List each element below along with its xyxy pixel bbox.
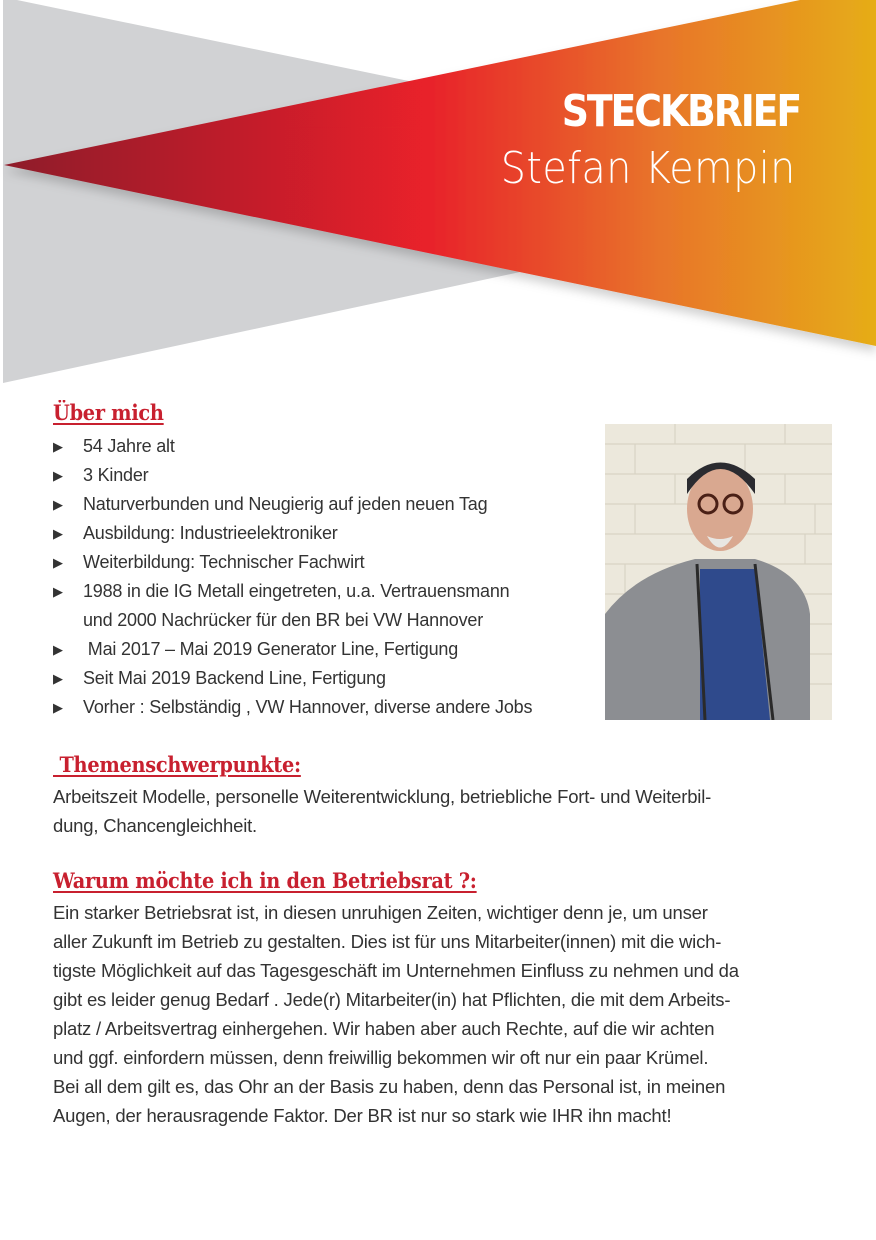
triangle-right-icon: ▶ (53, 526, 63, 541)
why-text (53, 898, 739, 1130)
topics-line: dung, Chancengleichheit. (53, 815, 257, 836)
why-line: Ein starker Betriebsrat ist, in diesen unruhigen Zeiten, wichtiger denn je, um unser (53, 902, 708, 923)
triangle-right-icon: ▶ (53, 497, 63, 512)
portrait-photo (605, 424, 832, 720)
about-item-text: 1988 in die IG Metall eingetreten, u.a. Vertrauensmann (83, 581, 510, 601)
person-name: Stefan Kempin (501, 143, 796, 194)
header-graphic (0, 0, 876, 390)
why-line: tigste Möglichkeit auf das Tagesgeschäft im Unternehmen Einfluss zu nehmen und da (53, 960, 739, 981)
about-item-text: Ausbildung: Industrieelektroniker (83, 523, 338, 543)
triangle-right-icon: ▶ (53, 555, 63, 570)
why-line: und ggf. einfordern müssen, denn freiwillig bekommen wir oft nur ein paar Krümel. (53, 1047, 709, 1068)
about-item-text: 3 Kinder (83, 465, 149, 485)
about-item-text: 54 Jahre alt (83, 436, 175, 456)
about-item (53, 577, 532, 635)
about-item (53, 548, 532, 577)
why-heading: Warum möchte ich in den Betriebsrat ?: (53, 868, 477, 893)
about-item (53, 635, 532, 664)
triangle-right-icon: ▶ (53, 468, 63, 483)
topics-line: Arbeitszeit Modelle, personelle Weiterentwicklung, betriebliche Fort- und Weiterbil- (53, 786, 712, 807)
why-line: Bei all dem gilt es, das Ohr an der Basis zu haben, denn das Personal ist, in meinen (53, 1076, 726, 1097)
document-title: STECKBRIEF (561, 86, 800, 137)
why-line: aller Zukunft im Betrieb zu gestalten. Dies ist für uns Mitarbeiter(innen) mit die wich- (53, 931, 722, 952)
why-line: Augen, der herausragende Faktor. Der BR ist nur so stark wie IHR ihn macht! (53, 1105, 672, 1126)
about-item-text: Mai 2017 – Mai 2019 Generator Line, Fertigung (83, 639, 459, 659)
about-item-text: und 2000 Nachrücker für den BR bei VW Hannover (83, 610, 484, 630)
why-line: gibt es leider genug Bedarf . Jede(r) Mitarbeiter(in) hat Pflichten, die mit dem Arbeits- (53, 989, 731, 1010)
topics-text (53, 782, 711, 840)
topics-heading: Themenschwerpunkte: (53, 752, 301, 777)
about-list (53, 432, 532, 722)
about-item (53, 461, 532, 490)
why-line: platz / Arbeitsvertrag einhergehen. Wir haben aber auch Rechte, auf die wir achten (53, 1018, 715, 1039)
about-item-text: Vorher : Selbständig , VW Hannover, diverse andere Jobs (83, 697, 533, 717)
triangle-right-icon: ▶ (53, 439, 63, 454)
about-item (53, 519, 532, 548)
triangle-right-icon: ▶ (53, 671, 63, 686)
about-item (53, 693, 532, 722)
about-item-text: Weiterbildung: Technischer Fachwirt (83, 552, 365, 572)
triangle-right-icon: ▶ (53, 642, 63, 657)
triangle-right-icon: ▶ (53, 584, 63, 599)
about-item-text: Naturverbunden und Neugierig auf jeden neuen Tag (83, 494, 488, 514)
about-heading: Über mich (53, 400, 164, 425)
triangle-right-icon: ▶ (53, 700, 63, 715)
about-item (53, 490, 532, 519)
about-item (53, 664, 532, 693)
about-item-text: Seit Mai 2019 Backend Line, Fertigung (83, 668, 386, 688)
about-item (53, 432, 532, 461)
